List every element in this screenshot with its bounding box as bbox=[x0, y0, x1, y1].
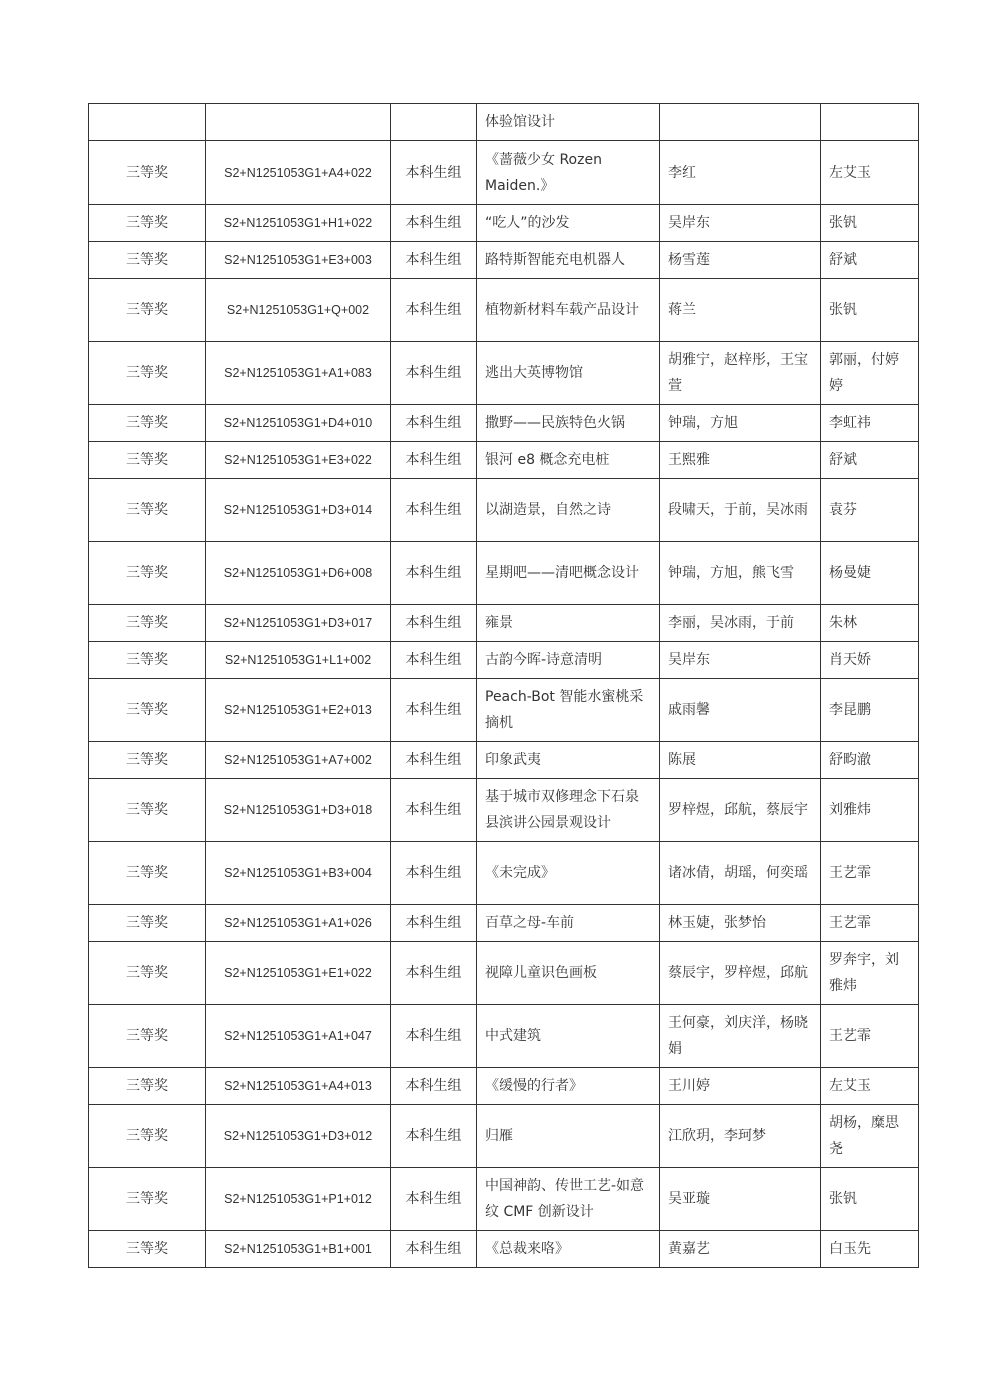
group-cell bbox=[391, 104, 477, 141]
group-cell: 本科生组 bbox=[391, 1005, 477, 1068]
advisor-cell: 刘雅炜 bbox=[821, 779, 919, 842]
title-cell: 《未完成》 bbox=[477, 842, 660, 905]
award-cell: 三等奖 bbox=[89, 1105, 206, 1168]
students-cell bbox=[660, 104, 821, 141]
advisor-cell: 舒斌 bbox=[821, 442, 919, 479]
advisor-cell: 胡杨，糜思尧 bbox=[821, 1105, 919, 1168]
group-cell: 本科生组 bbox=[391, 542, 477, 605]
group-cell: 本科生组 bbox=[391, 242, 477, 279]
group-cell: 本科生组 bbox=[391, 779, 477, 842]
code-cell: S2+N1251053G1+A7+002 bbox=[206, 742, 391, 779]
title-cell: 雍景 bbox=[477, 605, 660, 642]
title-cell: 基于城市双修理念下石泉县滨讲公园景观设计 bbox=[477, 779, 660, 842]
code-cell: S2+N1251053G1+D4+010 bbox=[206, 405, 391, 442]
table-row bbox=[89, 442, 919, 479]
advisor-cell: 杨曼婕 bbox=[821, 542, 919, 605]
award-cell: 三等奖 bbox=[89, 642, 206, 679]
students-cell: 蒋兰 bbox=[660, 279, 821, 342]
code-cell bbox=[206, 104, 391, 141]
advisor-cell: 王艺霏 bbox=[821, 905, 919, 942]
students-cell: 黄嘉艺 bbox=[660, 1231, 821, 1268]
students-cell: 林玉婕，张梦怡 bbox=[660, 905, 821, 942]
students-cell: 李丽，吴冰雨，于前 bbox=[660, 605, 821, 642]
table-row bbox=[89, 205, 919, 242]
award-cell: 三等奖 bbox=[89, 779, 206, 842]
advisor-cell: 李虹祎 bbox=[821, 405, 919, 442]
advisor-cell: 左艾玉 bbox=[821, 1068, 919, 1105]
table-row bbox=[89, 1231, 919, 1268]
table-row bbox=[89, 104, 919, 141]
group-cell: 本科生组 bbox=[391, 905, 477, 942]
students-cell: 吴亚璇 bbox=[660, 1168, 821, 1231]
table-row bbox=[89, 679, 919, 742]
award-cell: 三等奖 bbox=[89, 1068, 206, 1105]
title-cell: 印象武夷 bbox=[477, 742, 660, 779]
group-cell: 本科生组 bbox=[391, 1168, 477, 1231]
table-row bbox=[89, 905, 919, 942]
students-cell: 钟瑞，方旭，熊飞雪 bbox=[660, 542, 821, 605]
award-cell bbox=[89, 104, 206, 141]
code-cell: S2+N1251053G1+D3+017 bbox=[206, 605, 391, 642]
title-cell: Peach-Bot 智能水蜜桃采摘机 bbox=[477, 679, 660, 742]
award-table bbox=[88, 103, 919, 1268]
group-cell: 本科生组 bbox=[391, 942, 477, 1005]
table-row bbox=[89, 405, 919, 442]
award-cell: 三等奖 bbox=[89, 242, 206, 279]
group-cell: 本科生组 bbox=[391, 842, 477, 905]
table-row bbox=[89, 279, 919, 342]
award-cell: 三等奖 bbox=[89, 905, 206, 942]
advisor-cell: 罗奔宇，刘雅炜 bbox=[821, 942, 919, 1005]
students-cell: 陈展 bbox=[660, 742, 821, 779]
title-cell: 中式建筑 bbox=[477, 1005, 660, 1068]
code-cell: S2+N1251053G1+P1+012 bbox=[206, 1168, 391, 1231]
table-row bbox=[89, 779, 919, 842]
advisor-cell: 张钒 bbox=[821, 279, 919, 342]
group-cell: 本科生组 bbox=[391, 205, 477, 242]
group-cell: 本科生组 bbox=[391, 279, 477, 342]
advisor-cell: 王艺霏 bbox=[821, 842, 919, 905]
code-cell: S2+N1251053G1+B1+001 bbox=[206, 1231, 391, 1268]
award-cell: 三等奖 bbox=[89, 1168, 206, 1231]
students-cell: 王何豪，刘庆洋，杨晓娟 bbox=[660, 1005, 821, 1068]
advisor-cell: 张钒 bbox=[821, 1168, 919, 1231]
title-cell: 撒野——民族特色火锅 bbox=[477, 405, 660, 442]
advisor-cell: 白玉先 bbox=[821, 1231, 919, 1268]
title-cell: 体验馆设计 bbox=[477, 104, 660, 141]
group-cell: 本科生组 bbox=[391, 679, 477, 742]
students-cell: 蔡辰宇，罗梓煜，邱航 bbox=[660, 942, 821, 1005]
code-cell: S2+N1251053G1+D3+014 bbox=[206, 479, 391, 542]
award-cell: 三等奖 bbox=[89, 942, 206, 1005]
students-cell: 江欣玥，李珂梦 bbox=[660, 1105, 821, 1168]
code-cell: S2+N1251053G1+Q+002 bbox=[206, 279, 391, 342]
code-cell: S2+N1251053G1+D3+018 bbox=[206, 779, 391, 842]
advisor-cell: 左艾玉 bbox=[821, 141, 919, 205]
group-cell: 本科生组 bbox=[391, 742, 477, 779]
advisor-cell: 李昆鹏 bbox=[821, 679, 919, 742]
title-cell: 《总裁来咯》 bbox=[477, 1231, 660, 1268]
award-cell: 三等奖 bbox=[89, 405, 206, 442]
table-row bbox=[89, 842, 919, 905]
award-cell: 三等奖 bbox=[89, 542, 206, 605]
table-row bbox=[89, 242, 919, 279]
title-cell: 百草之母-车前 bbox=[477, 905, 660, 942]
title-cell: 银河 e8 概念充电桩 bbox=[477, 442, 660, 479]
table-row bbox=[89, 1005, 919, 1068]
group-cell: 本科生组 bbox=[391, 1231, 477, 1268]
students-cell: 段啸天，于前，吴冰雨 bbox=[660, 479, 821, 542]
title-cell: 中国神韵、传世工艺-如意纹 CMF 创新设计 bbox=[477, 1168, 660, 1231]
code-cell: S2+N1251053G1+L1+002 bbox=[206, 642, 391, 679]
code-cell: S2+N1251053G1+A4+022 bbox=[206, 141, 391, 205]
students-cell: 罗梓煜，邱航，蔡辰宇 bbox=[660, 779, 821, 842]
group-cell: 本科生组 bbox=[391, 141, 477, 205]
table-row bbox=[89, 742, 919, 779]
title-cell: 《缓慢的行者》 bbox=[477, 1068, 660, 1105]
students-cell: 李红 bbox=[660, 141, 821, 205]
students-cell: 胡雅宁，赵梓彤，王宝萱 bbox=[660, 342, 821, 405]
code-cell: S2+N1251053G1+D6+008 bbox=[206, 542, 391, 605]
code-cell: S2+N1251053G1+A1+047 bbox=[206, 1005, 391, 1068]
students-cell: 戚雨馨 bbox=[660, 679, 821, 742]
group-cell: 本科生组 bbox=[391, 405, 477, 442]
code-cell: S2+N1251053G1+H1+022 bbox=[206, 205, 391, 242]
title-cell: 归雁 bbox=[477, 1105, 660, 1168]
award-cell: 三等奖 bbox=[89, 742, 206, 779]
code-cell: S2+N1251053G1+B3+004 bbox=[206, 842, 391, 905]
award-cell: 三等奖 bbox=[89, 1005, 206, 1068]
advisor-cell: 朱林 bbox=[821, 605, 919, 642]
code-cell: S2+N1251053G1+E3+003 bbox=[206, 242, 391, 279]
table-row bbox=[89, 342, 919, 405]
table-row bbox=[89, 141, 919, 205]
table-row bbox=[89, 1168, 919, 1231]
code-cell: S2+N1251053G1+E3+022 bbox=[206, 442, 391, 479]
students-cell: 钟瑞，方旭 bbox=[660, 405, 821, 442]
group-cell: 本科生组 bbox=[391, 605, 477, 642]
table-row bbox=[89, 1105, 919, 1168]
title-cell: “吃人”的沙发 bbox=[477, 205, 660, 242]
award-cell: 三等奖 bbox=[89, 1231, 206, 1268]
advisor-cell: 张钒 bbox=[821, 205, 919, 242]
advisor-cell: 袁芬 bbox=[821, 479, 919, 542]
group-cell: 本科生组 bbox=[391, 1105, 477, 1168]
award-cell: 三等奖 bbox=[89, 205, 206, 242]
table-body bbox=[89, 104, 919, 1268]
award-cell: 三等奖 bbox=[89, 279, 206, 342]
title-cell: 逃出大英博物馆 bbox=[477, 342, 660, 405]
students-cell: 杨雪莲 bbox=[660, 242, 821, 279]
code-cell: S2+N1251053G1+A4+013 bbox=[206, 1068, 391, 1105]
students-cell: 王川婷 bbox=[660, 1068, 821, 1105]
students-cell: 吴岸东 bbox=[660, 205, 821, 242]
award-cell: 三等奖 bbox=[89, 442, 206, 479]
advisor-cell: 舒斌 bbox=[821, 242, 919, 279]
title-cell: 路特斯智能充电机器人 bbox=[477, 242, 660, 279]
advisor-cell: 舒畇澈 bbox=[821, 742, 919, 779]
table-row bbox=[89, 1068, 919, 1105]
award-cell: 三等奖 bbox=[89, 605, 206, 642]
award-cell: 三等奖 bbox=[89, 842, 206, 905]
group-cell: 本科生组 bbox=[391, 1068, 477, 1105]
students-cell: 诸冰倩，胡瑶，何奕瑶 bbox=[660, 842, 821, 905]
code-cell: S2+N1251053G1+D3+012 bbox=[206, 1105, 391, 1168]
group-cell: 本科生组 bbox=[391, 442, 477, 479]
advisor-cell: 肖天娇 bbox=[821, 642, 919, 679]
table-row bbox=[89, 942, 919, 1005]
advisor-cell: 王艺霏 bbox=[821, 1005, 919, 1068]
title-cell: 星期吧——清吧概念设计 bbox=[477, 542, 660, 605]
title-cell: 古韵今晖-诗意清明 bbox=[477, 642, 660, 679]
students-cell: 王熙雅 bbox=[660, 442, 821, 479]
code-cell: S2+N1251053G1+A1+026 bbox=[206, 905, 391, 942]
group-cell: 本科生组 bbox=[391, 342, 477, 405]
award-cell: 三等奖 bbox=[89, 141, 206, 205]
award-cell: 三等奖 bbox=[89, 479, 206, 542]
title-cell: 以湖造景，自然之诗 bbox=[477, 479, 660, 542]
award-cell: 三等奖 bbox=[89, 342, 206, 405]
code-cell: S2+N1251053G1+A1+083 bbox=[206, 342, 391, 405]
table-row bbox=[89, 642, 919, 679]
group-cell: 本科生组 bbox=[391, 642, 477, 679]
title-cell: 植物新材料车载产品设计 bbox=[477, 279, 660, 342]
award-cell: 三等奖 bbox=[89, 679, 206, 742]
students-cell: 吴岸东 bbox=[660, 642, 821, 679]
code-cell: S2+N1251053G1+E1+022 bbox=[206, 942, 391, 1005]
code-cell: S2+N1251053G1+E2+013 bbox=[206, 679, 391, 742]
table-row bbox=[89, 479, 919, 542]
title-cell: 《蔷薇少女 Rozen Maiden.》 bbox=[477, 141, 660, 205]
table-row bbox=[89, 542, 919, 605]
group-cell: 本科生组 bbox=[391, 479, 477, 542]
advisor-cell: 郭丽，付婷婷 bbox=[821, 342, 919, 405]
title-cell: 视障儿童识色画板 bbox=[477, 942, 660, 1005]
table-row bbox=[89, 605, 919, 642]
advisor-cell bbox=[821, 104, 919, 141]
